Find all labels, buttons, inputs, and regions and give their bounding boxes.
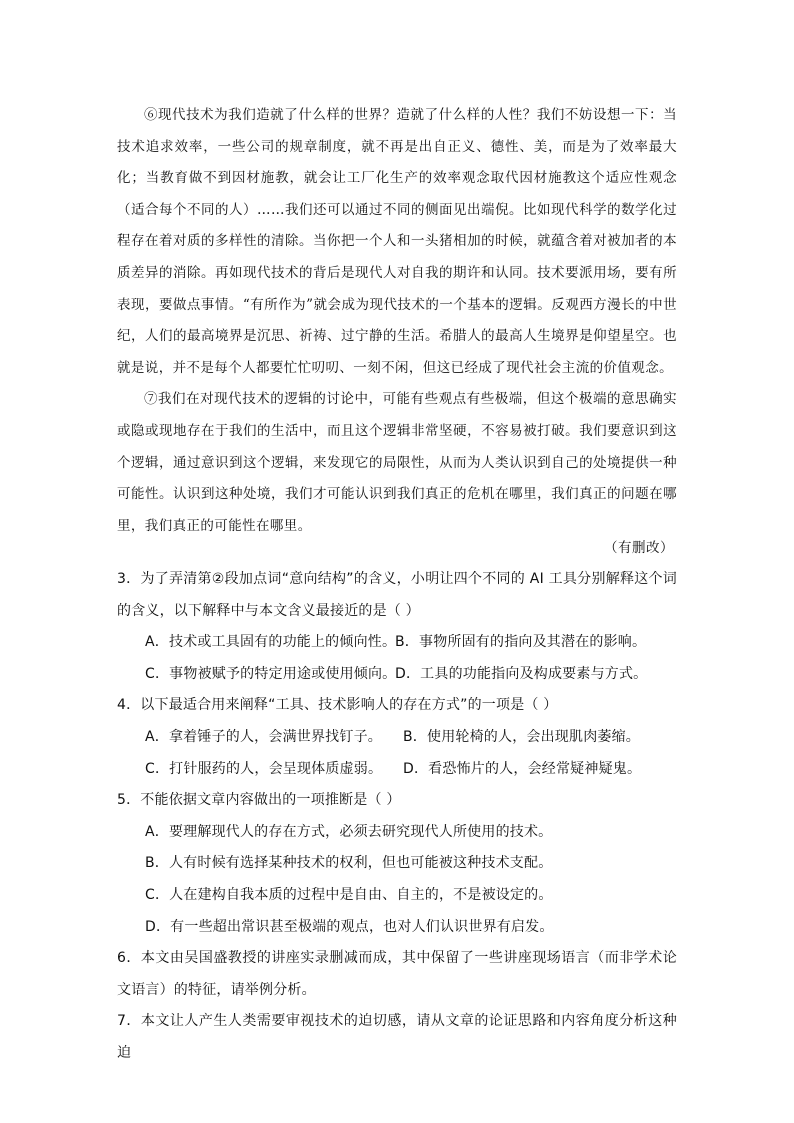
question-4-options-row-2 xyxy=(145,754,677,786)
question-7-stem: 7．本文让人产生人类需要审视技术的迫切感，请从文章的论证思路和内容角度分析这种迫 xyxy=(117,1013,677,1061)
question-5-option-c: C．人在建构自我本质的过程中是自由、自主的，不是被设定的。 xyxy=(145,886,553,903)
question-3-option-c: C．事物被赋予的特定用途或使用倾向。 xyxy=(145,665,397,682)
question-4-option-a: A．拿着锤子的人，会满世界找钉子。 xyxy=(145,728,382,745)
question-4-option-d: D．看恐怖片的人，会经常疑神疑鬼。 xyxy=(403,760,642,777)
question-3-options-row-2 xyxy=(145,659,677,691)
question-5-option-a: A．要理解现代人的存在方式，必须去研究现代人所使用的技术。 xyxy=(145,823,553,840)
question-3-option-b: B．事物所固有的指向及其潜在的影响。 xyxy=(395,634,647,651)
question-5-option-d: D．有一些超出常识甚至极端的观点，也对人们认识世界有启发。 xyxy=(145,918,554,935)
source-note: （有删改） xyxy=(604,540,674,556)
question-5-option-b: B．人有时候有选择某种技术的权利，但也可能被这种技术支配。 xyxy=(145,855,553,872)
question-list xyxy=(117,564,677,1070)
question-4-option-b: B．使用轮椅的人，会出现肌肉萎缩。 xyxy=(403,728,641,745)
question-3-options-row-1 xyxy=(145,627,677,659)
question-3-stem: 3．为了弄清第②段加点词“意向结构”的含义，小明让四个不同的 AI 工具分别解释这个词的含义，以下解释中与本文含义最接近的是（ ） xyxy=(117,571,677,619)
reading-passage xyxy=(117,100,677,542)
question-4-options-row-1 xyxy=(145,722,677,754)
question-3-option-d: D．工具的功能指向及构成要素与方式。 xyxy=(395,665,648,682)
question-4-stem: 4．以下最适合用来阐释“工具、技术影响人的存在方式”的一项是（ ） xyxy=(117,697,558,714)
question-6-stem: 6．本文由吴国盛教授的讲座实录删减而成，其中保留了一些讲座现场语言（而非学术论文语言）的特征，请举例分析。 xyxy=(117,950,677,998)
paragraph-7: ⑦我们在对现代技术的逻辑的讨论中，可能有些观点有些极端，但这个极端的意思确实或隐或现地存在于我们的生活中，而且这个逻辑非常坚硬，不容易被打破。我们要意识到这个逻辑，通过意识到这个逻辑，来发现它的局限性，从而为人类认识到自己的处境提供一种可能性。认识到这种处境，我们才可能认识到我们真正的危机在哪里，我们真正的问题在哪里，我们真正的可能性在哪里。 xyxy=(117,391,677,534)
question-3-option-a: A．技术或工具固有的功能上的倾向性。 xyxy=(145,634,397,651)
question-4-option-c: C．打针服药的人，会呈现体质虚弱。 xyxy=(145,760,383,777)
question-5-stem: 5．不能依据文章内容做出的一项推断是（ ） xyxy=(117,792,401,809)
paragraph-6: ⑥现代技术为我们造就了什么样的世界？造就了什么样的人性？我们不妨设想一下：当技术追求效率，一些公司的规章制度，就不再是出自正义、德性、美，而是为了效率最大化；当教育做不到因材施教，就会让工厂化生产的效率观念取代因材施教这个适应性观念（适合每个不同的人）……我们还可以通过不同的侧面见出端倪。比如现代科学的数学化过程存在着对质的多样性的清除。当你把一个人和一头猪相加的时候，就蕴含着对被加者的本质差异的消除。再如现代技术的背后是现代人对自我的期许和认同。技术要派用场，要有所表现，要做点事情。“有所作为”就会成为现代技术的一个基本的逻辑。反观西方漫长的中世纪，人们的最高境界是沉思、祈祷、过宁静的生活。希腊人的最高人生境界是仰望星空。也就是说，并不是每个人都要忙忙叨叨、一刻不闲，但这已经成了现代社会主流的价值观念。 xyxy=(117,107,677,376)
